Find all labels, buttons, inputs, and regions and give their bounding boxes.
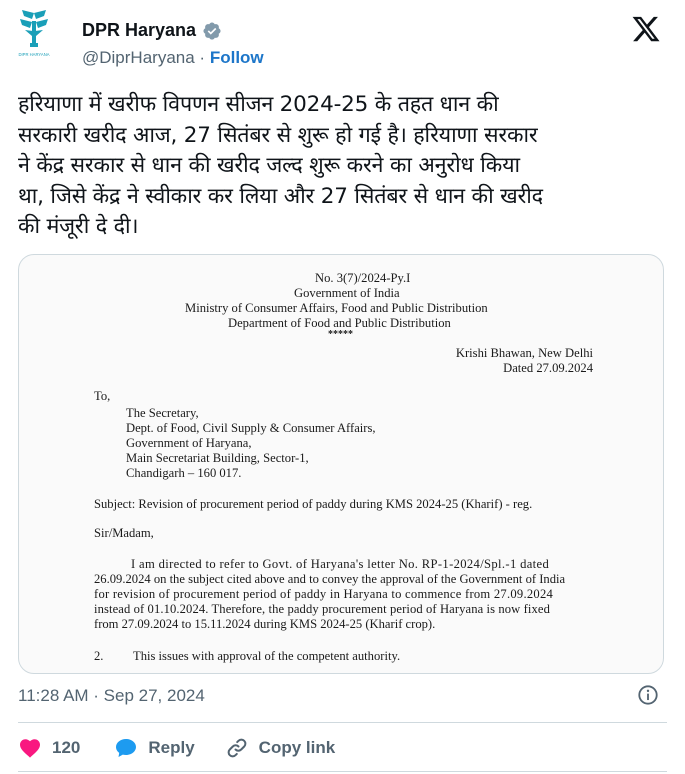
tweet-line: ने केंद्र सरकार से धान की खरीद जल्द शुरू करने का अनुरोध किया	[18, 153, 520, 179]
copy-link-label: Copy link	[258, 738, 336, 757]
doc-address-line: Chandigarh – 160 017.	[126, 466, 242, 480]
link-icon	[225, 736, 249, 760]
doc-para-line: I am directed to refer to Govt. of Haryana's letter No. RP-1-2024/Spl.-1 dated	[131, 557, 550, 571]
account-handle[interactable]: @DiprHaryana	[82, 48, 195, 67]
doc-salutation: Sir/Madam,	[94, 526, 154, 540]
doc-dated: Dated 27.09.2024	[503, 361, 593, 375]
dipr-haryana-logo[interactable]	[14, 7, 54, 63]
divider	[18, 771, 667, 772]
doc-para-line: 26.09.2024 on the subject cited above and to convey the approval of the Government of India	[94, 572, 566, 586]
doc-para-line: instead of 01.10.2024. Therefore, the paddy procurement period of Haryana is now fixed	[94, 602, 551, 616]
tweet-timestamp[interactable]: 11:28 AM · Sep 27, 2024	[18, 686, 205, 705]
tweet-line: की मंजूरी दे दी।	[18, 214, 139, 240]
speech-bubble-icon	[114, 736, 138, 760]
tweet-line: हरियाणा में खरीफ विपणन सीजन 2024-25 के तहत धान की	[18, 92, 499, 117]
logo-text: DIPR HARYANA	[18, 52, 50, 57]
tweet-text	[18, 90, 668, 243]
like-count: 120	[52, 738, 81, 757]
copy-link-button[interactable]	[225, 736, 336, 760]
separator-dot: ·	[199, 48, 206, 67]
doc-para-line: from 27.09.2024 to 15.11.2024 during KMS 2024-25 (Kharif crop).	[94, 617, 436, 631]
doc-ref-no: No. 3(7)/2024-Py.I	[315, 271, 411, 285]
doc-para2-number: 2.	[94, 649, 104, 663]
attached-document-image[interactable]	[18, 254, 664, 674]
verified-badge-icon	[202, 21, 222, 41]
divider	[18, 722, 667, 723]
account-name[interactable]: DPR Haryana	[82, 20, 197, 40]
tweet-line: था, जिसे केंद्र ने स्वीकार कर लिया और 27 सितंबर से धान की खरीद	[18, 183, 543, 209]
doc-para-line: for revision of procurement period of paddy in Haryana to commence from 27.09.2024	[94, 587, 554, 601]
doc-govt: Government of India	[294, 286, 400, 300]
doc-place: Krishi Bhawan, New Delhi	[455, 346, 593, 360]
doc-address-line: Government of Haryana,	[126, 436, 252, 450]
doc-address-line: The Secretary,	[126, 406, 199, 420]
info-icon[interactable]	[637, 684, 659, 706]
x-logo-icon[interactable]	[631, 14, 661, 44]
doc-subject: Subject: Revision of procurement period of paddy during KMS 2024-25 (Kharif) - reg.	[94, 497, 533, 511]
doc-address-line: Main Secretariat Building, Sector-1,	[126, 451, 309, 465]
action-bar	[18, 734, 335, 762]
doc-ministry: Ministry of Consumer Affairs, Food and Public Distribution	[185, 301, 488, 315]
government-letter	[19, 255, 663, 673]
like-button[interactable]	[18, 736, 80, 760]
reply-label: Reply	[148, 738, 195, 757]
doc-para2: This issues with approval of the competent authority.	[133, 649, 401, 663]
doc-department: Department of Food and Public Distribution	[228, 316, 451, 330]
doc-stars: *****	[328, 329, 353, 340]
account-name-row	[82, 20, 222, 41]
account-handle-row	[82, 48, 264, 68]
follow-button[interactable]: Follow	[209, 48, 264, 67]
heart-icon	[18, 736, 42, 760]
doc-address-line: Dept. of Food, Civil Supply & Consumer Affairs,	[126, 421, 376, 435]
reply-button[interactable]	[114, 736, 194, 760]
doc-to: To,	[94, 389, 111, 403]
tweet-line: सरकारी खरीद आज, 27 सितंबर से शुरू हो गई है। हरियाणा सरकार	[18, 122, 538, 148]
